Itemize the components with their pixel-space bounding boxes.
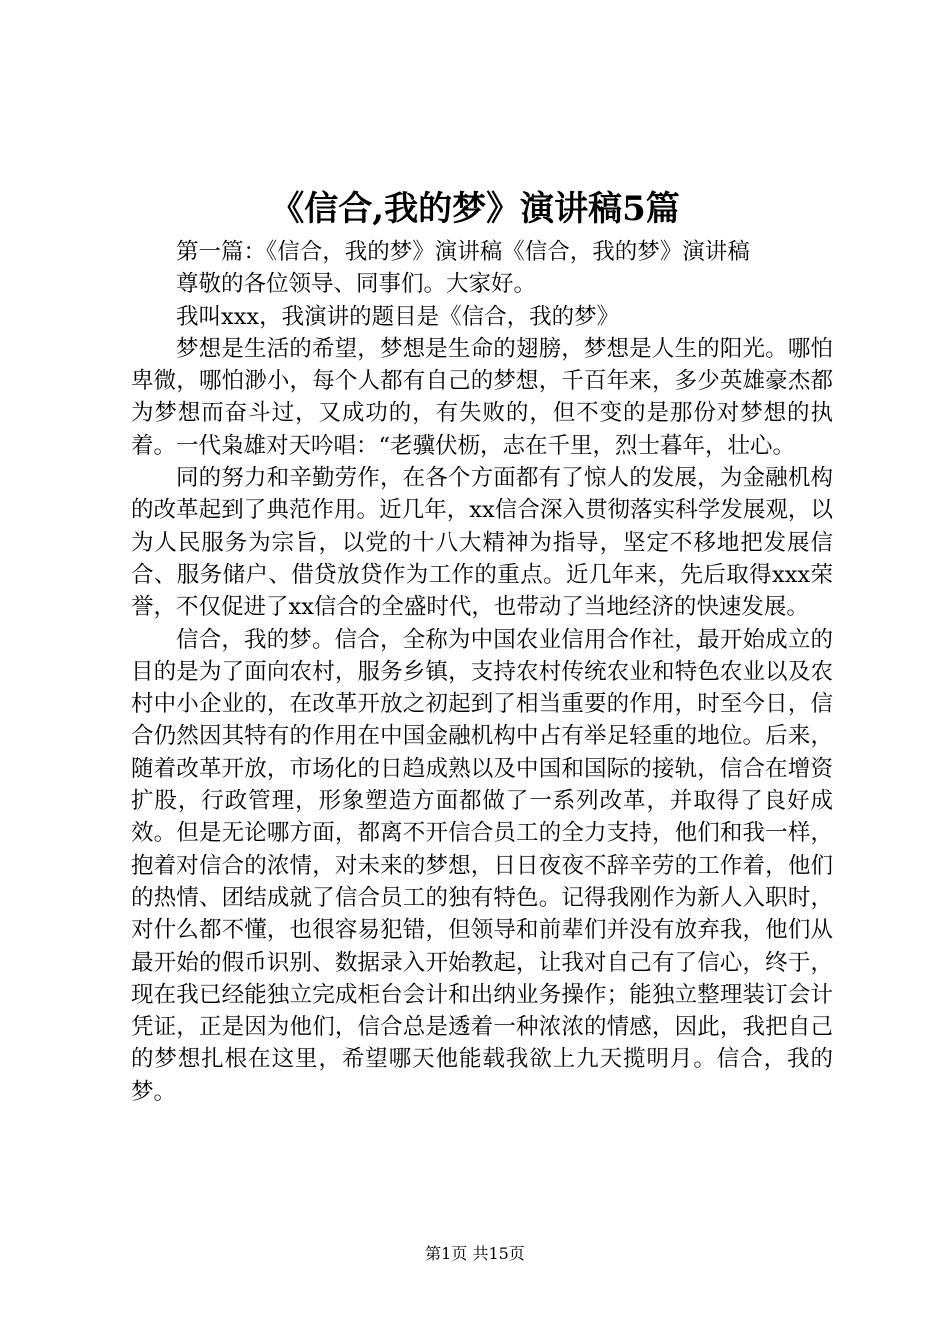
paragraph-xinhe: 信合，我的梦。信合，全称为中国农业信用合作社，最开始成立的目的是为了面向农村，服务乡镇，支持农村传统农业和特色农业以及农村中小企业的，在改革开放之初起到了相当重要的作用，时至今日，信合仍然因其特有的作用在中国金融机构中占有举足轻重的地位。后来，随着改革开放，市场化的日趋成熟以及中国和国际的接轨，信合在增资扩股，行政管理，形象塑造方面都做了一系列改革，并取得了良好成效。但是无论哪方面，都离不开信合员工的全力支持，他们和我一样，抱着对信合的浓情，对未来的梦想，日日夜夜不辞辛劳的工作着，他们的热情、团结成就了信合员工的独有特色。记得我刚作为新人入职时，对什么都不懂，也很容易犯错，但领导和前辈们并没有放弃我，他们从最开始的假币识别、数据录入开始教起，让我对自己有了信心，终于，现在我已经能独立完成柜台会计和出纳业务操作；能独立整理装订会计凭证，正是因为他们，信合总是透着一种浓浓的情感，因此，我把自己的梦想扎根在这里，希望哪天他能载我欲上九天揽明月。信合，我的梦。 [131,626,833,1105]
paragraph-intro: 我叫xxx，我演讲的题目是《信合，我的梦》 [176,303,620,330]
paragraph-greeting: 尊敬的各位领导、同事们。大家好。 [176,271,537,298]
paragraph-heading: 第一篇：《信合，我的梦》演讲稿《信合，我的梦》演讲稿 [176,239,750,265]
page-number: 第1页 共15页 [425,1244,525,1263]
document-title: 《信合,我的梦》演讲稿5篇 [270,189,680,229]
document-body [131,236,833,1108]
paragraph-dream: 梦想是生活的希望，梦想是生命的翅膀，梦想是人生的阳光。哪怕卑微，哪怕渺小，每个人都有自己的梦想，千百年来，多少英雄豪杰都为梦想而奋斗过，又成功的，有失败的，但不变的是那份对梦想的执着。一代枭雄对天吟唱：“老骥伏枥，志在千里，烈士暮年，壮心。 [131,335,833,459]
paragraph-development: 同的努力和辛勤劳作，在各个方面都有了惊人的发展，为金融机构的改革起到了典范作用。近几年，xx信合深入贯彻落实科学发展观，以为人民服务为宗旨，以党的十八大精神为指导，坚定不移地把发展信合、服务储户、借贷放贷作为工作的重点。近几年来，先后取得xxx荣誉，不仅促进了xx信合的全盛时代，也带动了当地经济的快速发展。 [131,465,833,621]
